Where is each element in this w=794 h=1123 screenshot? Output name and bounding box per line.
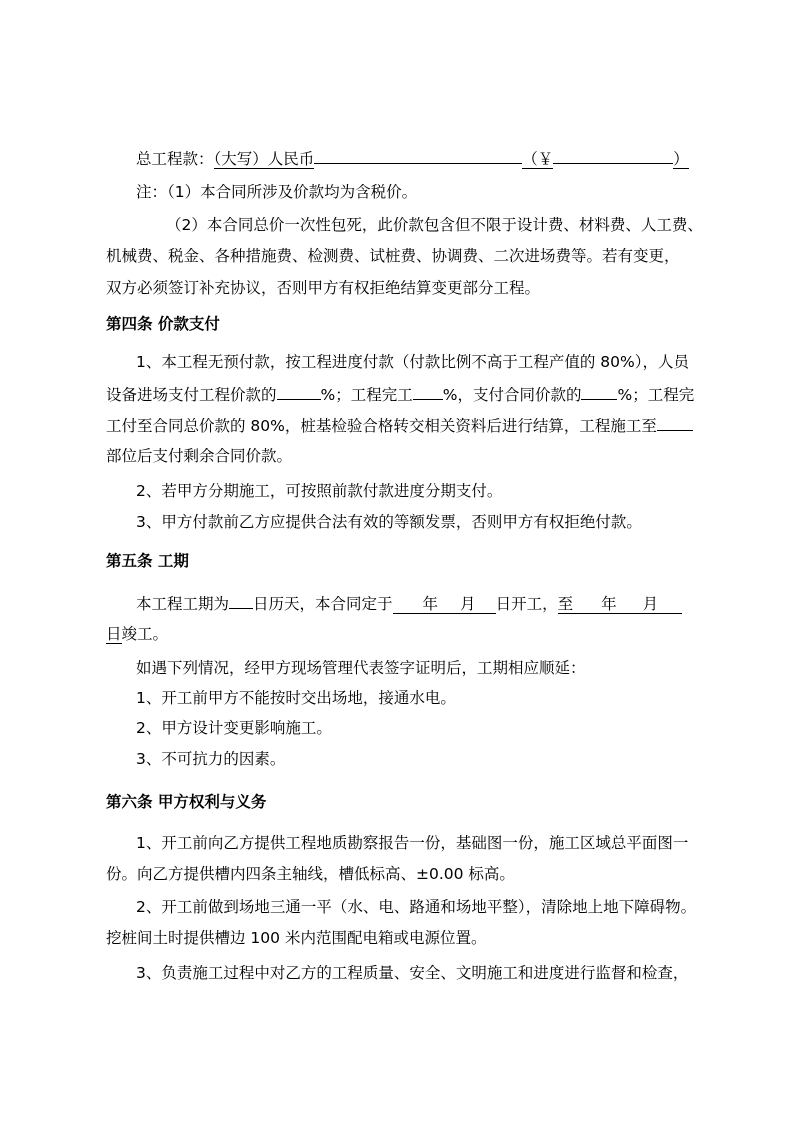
start-year: 年 [422, 595, 439, 613]
completion-label: 竣工。 [121, 625, 169, 643]
article-4-line-3-a: 工付至合同总价款的 80%，桩基检验合格转交相关资料后进行结算，工程施工至 [106, 417, 657, 435]
duration-label: 本工程工期为 [136, 595, 230, 613]
article-5-line-1 [136, 592, 682, 615]
article-5-line-5: 2、甲方设计变更影响施工。 [136, 719, 332, 737]
total-price-yen-open: （￥ [522, 150, 554, 168]
start-day-label: 日开工， [495, 595, 558, 613]
article-6-line-4: 挖桩间土时提供槽边 100 米内范围配电箱或电源位置。 [106, 929, 487, 947]
article-5-line-3: 如遇下列情况，经甲方现场管理代表签字证明后，工期相应顺延： [136, 659, 586, 677]
total-price-words-blank[interactable] [314, 146, 522, 164]
article-5-line-6: 3、不可抗力的因素。 [136, 750, 286, 768]
end-year: 年 [601, 595, 617, 613]
article-4-line-1: 1、本工程无预付款，按工程进度付款（付款比例不高于工程产值的 80%），人员 [136, 353, 689, 371]
article-4-line-4: 部位后支付剩余合同价款。 [106, 447, 293, 465]
end-date[interactable] [558, 595, 683, 614]
duration-days-blank[interactable] [229, 592, 253, 609]
article-5-line-2 [106, 623, 168, 645]
article-6-line-5: 3、负责施工过程中对乙方的工程质量、安全、文明施工和进度进行监督和检查， [136, 964, 689, 982]
completion-payment-blank[interactable] [413, 383, 443, 400]
total-price-label: 总工程款： [136, 150, 214, 168]
article-4-line-2 [106, 383, 694, 406]
article-6-line-2: 份。向乙方提供槽内四条主轴线，槽低标高、±0.00 标高。 [106, 865, 515, 883]
article-5-title: 第五条 工期 [106, 552, 189, 570]
article-4-line-2-a: 设备进场支付工程价款的 [106, 386, 277, 404]
start-date[interactable] [393, 595, 496, 614]
article-6-line-3: 2、开工前做到场地三通一平（水、电、路通和场地平整），清除地上地下障碍物。 [136, 898, 697, 916]
note-2-cont-2: 双方必须签订补充协议，否则甲方有权拒绝结算变更部分工程。 [106, 279, 541, 297]
contract-payment-blank[interactable] [581, 383, 617, 400]
total-price-line [136, 146, 689, 170]
article-6-title: 第六条 甲方权利与义务 [106, 793, 267, 811]
end-month: 月 [642, 595, 659, 613]
note-2-cont-1: 机械费、税金、各种措施费、检测费、试桩费、协调费、二次进场费等。若有变更， [106, 247, 680, 265]
article-4-line-3 [106, 414, 693, 437]
article-4-line-2-b: %；工程完工 [320, 386, 413, 404]
article-4-line-2-c: %，支付合同价款的 [442, 386, 582, 404]
article-4-line-2-d: %；工程完 [617, 386, 695, 404]
article-5-line-4: 1、开工前甲方不能按时交出场地，接通水电。 [136, 689, 456, 707]
article-4-title: 第四条 价款支付 [106, 315, 220, 333]
start-month: 月 [460, 595, 476, 613]
article-4-line-5: 2、若甲方分期施工，可按照前款付款进度分期支付。 [136, 482, 503, 500]
end-day: 日 [106, 625, 122, 643]
total-price-words: （大写）人民币 [213, 150, 315, 168]
note-1: 注：（1）本合同所涉及价款均为含税价。 [136, 183, 418, 201]
construction-stage-blank[interactable] [657, 414, 693, 431]
equipment-payment-blank[interactable] [277, 383, 321, 400]
total-price-yen-close: ） [673, 150, 689, 168]
note-2: （2）本合同总价一次性包死，此价款包含但不限于设计费、材料费、人工费、 [166, 216, 703, 234]
duration-label-b: 日历天，本合同定于 [253, 595, 393, 613]
end-to: 至 [557, 595, 574, 613]
article-6-line-1: 1、开工前向乙方提供工程地质勘察报告一份，基础图一份，施工区域总平面图一 [136, 834, 689, 852]
total-price-yen-blank[interactable] [553, 146, 673, 164]
article-4-line-6: 3、甲方付款前乙方应提供合法有效的等额发票，否则甲方有权拒绝付款。 [136, 513, 642, 531]
